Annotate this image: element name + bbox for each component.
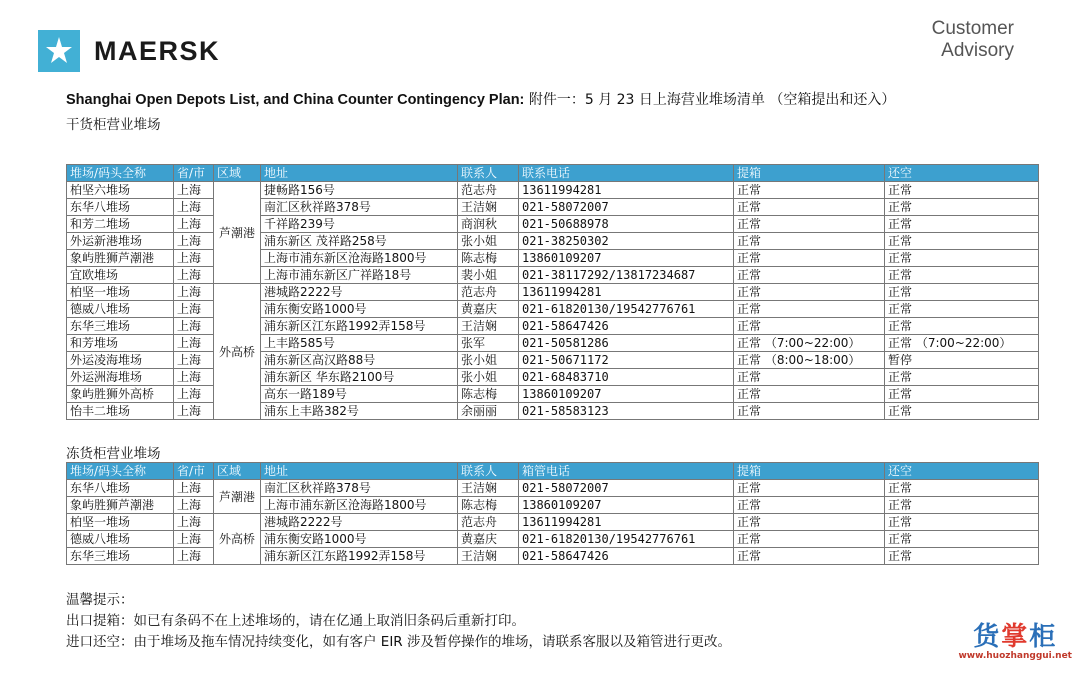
column-header: 堆场/码头全称 <box>67 463 174 480</box>
table-cell: 象屿胜狮外高桥 <box>67 386 174 403</box>
table-cell: 浦东新区 茂祥路258号 <box>261 233 458 250</box>
column-header: 提箱 <box>734 463 885 480</box>
table-cell: 正常 <box>885 531 1039 548</box>
table-cell: 上海 <box>174 301 214 318</box>
customer-advisory-label: Customer Advisory <box>931 18 1014 61</box>
table-cell: 柏坚六堆场 <box>67 182 174 199</box>
table-cell: 正常 <box>885 403 1039 420</box>
table-cell: 浦东衡安路1000号 <box>261 531 458 548</box>
table-cell: 正常 <box>734 199 885 216</box>
table-cell: 正常 <box>734 514 885 531</box>
table-cell: 外运新港堆场 <box>67 233 174 250</box>
brand-name: MAERSK <box>94 35 221 66</box>
table-row <box>67 352 1039 369</box>
maersk-logo <box>38 30 220 72</box>
table-cell: 暂停 <box>885 352 1039 369</box>
table-cell: 范志舟 <box>458 182 519 199</box>
table-cell: 上海 <box>174 335 214 352</box>
table-cell: 正常 <box>885 216 1039 233</box>
table-cell: 上海市浦东新区沧海路1800号 <box>261 250 458 267</box>
table-cell: 正常 <box>885 199 1039 216</box>
table-cell: 上海 <box>174 369 214 386</box>
table-cell: 正常 <box>734 497 885 514</box>
table-cell: 正常 <box>734 369 885 386</box>
table-cell: 正常 <box>885 318 1039 335</box>
table-cell: 商润秋 <box>458 216 519 233</box>
table-cell: 东华三堆场 <box>67 318 174 335</box>
table-cell: 张小姐 <box>458 352 519 369</box>
table-cell: 正常 <box>885 480 1039 497</box>
table-cell: 021-50581286 <box>519 335 734 352</box>
table-cell: 范志舟 <box>458 284 519 301</box>
table-cell: 陈志梅 <box>458 250 519 267</box>
table-cell: 上海 <box>174 250 214 267</box>
table-cell: 021-58072007 <box>519 199 734 216</box>
column-header: 提箱 <box>734 165 885 182</box>
table-cell: 正常 <box>734 233 885 250</box>
watermark-logo: 货掌柜 www.huozhanggui.net <box>958 622 1072 661</box>
table-cell: 正常 <box>885 233 1039 250</box>
column-header: 区域 <box>214 165 261 182</box>
table-cell: 黄嘉庆 <box>458 301 519 318</box>
table-cell: 021-50688978 <box>519 216 734 233</box>
table-cell: 浦东新区江东路1992弄158号 <box>261 318 458 335</box>
notes-line-export: 出口提箱：如已有条码不在上述堆场的，请在亿通上取消旧条码后重新打印。 <box>66 613 525 629</box>
table-cell: 宜欧堆场 <box>67 267 174 284</box>
table-cell: 正常 <box>885 284 1039 301</box>
table-cell: 高东一路189号 <box>261 386 458 403</box>
watermark-url: www.huozhanggui.net <box>958 651 1072 661</box>
table-cell: 上海 <box>174 531 214 548</box>
table-row <box>67 318 1039 335</box>
table-cell: 上海 <box>174 386 214 403</box>
table-cell: 正常 <box>734 548 885 565</box>
table-cell: 正常 <box>734 403 885 420</box>
table-cell: 上海 <box>174 233 214 250</box>
table-cell: 正常 <box>734 318 885 335</box>
dry-section-title: 干货柜营业堆场 <box>66 117 161 133</box>
table-cell: 陈志梅 <box>458 386 519 403</box>
table-cell: 正常 （7:00~22:00） <box>734 335 885 352</box>
table-cell: 021-50671172 <box>519 352 734 369</box>
table-cell: 021-58072007 <box>519 480 734 497</box>
table-cell: 正常 （7:00~22:00） <box>885 335 1039 352</box>
table-cell: 王洁娴 <box>458 480 519 497</box>
table-cell: 上丰路585号 <box>261 335 458 352</box>
table-cell: 东华三堆场 <box>67 548 174 565</box>
table-row <box>67 514 1039 531</box>
table-cell: 上海 <box>174 403 214 420</box>
table-cell: 021-58583123 <box>519 403 734 420</box>
table-row <box>67 335 1039 352</box>
table-cell: 上海 <box>174 497 214 514</box>
table-row <box>67 233 1039 250</box>
table-cell: 上海 <box>174 267 214 284</box>
table-cell: 张军 <box>458 335 519 352</box>
table-row <box>67 480 1039 497</box>
table-cell: 上海 <box>174 216 214 233</box>
table-cell: 正常 （8:00~18:00） <box>734 352 885 369</box>
notes-line-import: 进口还空：由于堆场及拖车情况持续变化，如有客户 EIR 涉及暂停操作的堆场，请联系客服以及箱管进行更改。 <box>66 634 731 650</box>
table-row <box>67 548 1039 565</box>
table-cell: 021-58647426 <box>519 318 734 335</box>
table-cell: 港城路2222号 <box>261 284 458 301</box>
table-cell: 正常 <box>734 216 885 233</box>
table-cell: 港城路2222号 <box>261 514 458 531</box>
table-cell: 正常 <box>734 301 885 318</box>
maersk-star-icon <box>38 30 80 72</box>
table-cell: 裴小姐 <box>458 267 519 284</box>
column-header: 还空 <box>885 463 1039 480</box>
column-header: 联系人 <box>458 463 519 480</box>
table-cell: 上海 <box>174 318 214 335</box>
table-cell: 正常 <box>734 386 885 403</box>
table-cell: 浦东新区 华东路2100号 <box>261 369 458 386</box>
region-cell: 外高桥 <box>214 284 261 420</box>
table-cell: 东华八堆场 <box>67 480 174 497</box>
table-cell: 浦东新区高汉路88号 <box>261 352 458 369</box>
table-cell: 正常 <box>885 548 1039 565</box>
table-cell: 上海市浦东新区广祥路18号 <box>261 267 458 284</box>
table-cell: 上海市浦东新区沧海路1800号 <box>261 497 458 514</box>
table-cell: 外运凌海堆场 <box>67 352 174 369</box>
table-cell: 南汇区秋祥路378号 <box>261 480 458 497</box>
column-header: 堆场/码头全称 <box>67 165 174 182</box>
table-cell: 正常 <box>885 182 1039 199</box>
table-cell: 南汇区秋祥路378号 <box>261 199 458 216</box>
table-cell: 正常 <box>734 284 885 301</box>
table-cell: 上海 <box>174 284 214 301</box>
table-cell: 陈志梅 <box>458 497 519 514</box>
table-cell: 021-68483710 <box>519 369 734 386</box>
table-cell: 021-38250302 <box>519 233 734 250</box>
table-cell: 正常 <box>885 497 1039 514</box>
table-row <box>67 267 1039 284</box>
table-cell: 捷畅路156号 <box>261 182 458 199</box>
table-row <box>67 531 1039 548</box>
document-title: Shanghai Open Depots List, and China Counter Contingency Plan: 附件一：5 月 23 日上海营业堆场清单 （空箱提出和还入） <box>66 92 896 108</box>
table-row <box>67 369 1039 386</box>
notes-heading: 温馨提示： <box>66 592 134 608</box>
table-cell: 柏坚一堆场 <box>67 514 174 531</box>
dry-depot-table <box>66 164 1039 420</box>
table-cell: 021-61820130/19542776761 <box>519 531 734 548</box>
table-cell: 正常 <box>885 250 1039 267</box>
table-row <box>67 301 1039 318</box>
table-cell: 黄嘉庆 <box>458 531 519 548</box>
column-header: 区域 <box>214 463 261 480</box>
table-cell: 正常 <box>885 386 1039 403</box>
region-cell: 芦潮港 <box>214 182 261 284</box>
table-cell: 东华八堆场 <box>67 199 174 216</box>
table-cell: 上海 <box>174 480 214 497</box>
table-row <box>67 250 1039 267</box>
table-row <box>67 386 1039 403</box>
table-row <box>67 284 1039 301</box>
table-cell: 象屿胜狮芦潮港 <box>67 497 174 514</box>
frozen-section-title: 冻货柜营业堆场 <box>66 446 161 462</box>
table-cell: 张小姐 <box>458 369 519 386</box>
table-cell: 浦东新区江东路1992弄158号 <box>261 548 458 565</box>
frozen-depot-table <box>66 462 1039 565</box>
table-cell: 正常 <box>734 531 885 548</box>
table-cell: 上海 <box>174 182 214 199</box>
table-cell: 13611994281 <box>519 514 734 531</box>
table-cell: 正常 <box>885 514 1039 531</box>
table-cell: 正常 <box>885 301 1039 318</box>
table-cell: 和芳二堆场 <box>67 216 174 233</box>
table-cell: 13860109207 <box>519 250 734 267</box>
region-cell: 外高桥 <box>214 514 261 565</box>
table-cell: 王洁娴 <box>458 548 519 565</box>
table-cell: 和芳堆场 <box>67 335 174 352</box>
table-cell: 13860109207 <box>519 497 734 514</box>
table-cell: 上海 <box>174 352 214 369</box>
table-cell: 张小姐 <box>458 233 519 250</box>
table-cell: 正常 <box>885 267 1039 284</box>
table-cell: 千祥路239号 <box>261 216 458 233</box>
table-cell: 王洁娴 <box>458 199 519 216</box>
table-cell: 正常 <box>734 250 885 267</box>
notes-block <box>66 590 731 653</box>
table-row <box>67 497 1039 514</box>
table-cell: 021-61820130/19542776761 <box>519 301 734 318</box>
table-cell: 上海 <box>174 199 214 216</box>
table-cell: 上海 <box>174 548 214 565</box>
table-row <box>67 199 1039 216</box>
column-header: 联系电话 <box>519 165 734 182</box>
table-cell: 范志舟 <box>458 514 519 531</box>
table-row <box>67 182 1039 199</box>
table-cell: 021-58647426 <box>519 548 734 565</box>
column-header: 箱管电话 <box>519 463 734 480</box>
table-cell: 象屿胜狮芦潮港 <box>67 250 174 267</box>
column-header: 地址 <box>261 463 458 480</box>
column-header: 联系人 <box>458 165 519 182</box>
table-cell: 浦东上丰路382号 <box>261 403 458 420</box>
table-cell: 正常 <box>734 182 885 199</box>
table-cell: 正常 <box>734 480 885 497</box>
table-cell: 021-38117292/13817234687 <box>519 267 734 284</box>
table-cell: 正常 <box>734 267 885 284</box>
table-cell: 柏坚一堆场 <box>67 284 174 301</box>
table-cell: 正常 <box>885 369 1039 386</box>
table-cell: 上海 <box>174 514 214 531</box>
table-row <box>67 403 1039 420</box>
column-header: 地址 <box>261 165 458 182</box>
table-cell: 王洁娴 <box>458 318 519 335</box>
table-cell: 外运洲海堆场 <box>67 369 174 386</box>
table-cell: 13611994281 <box>519 284 734 301</box>
table-cell: 浦东衡安路1000号 <box>261 301 458 318</box>
table-cell: 13860109207 <box>519 386 734 403</box>
column-header: 省/市 <box>174 165 214 182</box>
column-header: 省/市 <box>174 463 214 480</box>
table-cell: 德威八堆场 <box>67 531 174 548</box>
table-cell: 德威八堆场 <box>67 301 174 318</box>
column-header: 还空 <box>885 165 1039 182</box>
table-row <box>67 216 1039 233</box>
table-cell: 13611994281 <box>519 182 734 199</box>
region-cell: 芦潮港 <box>214 480 261 514</box>
table-cell: 余丽丽 <box>458 403 519 420</box>
table-cell: 怡丰二堆场 <box>67 403 174 420</box>
